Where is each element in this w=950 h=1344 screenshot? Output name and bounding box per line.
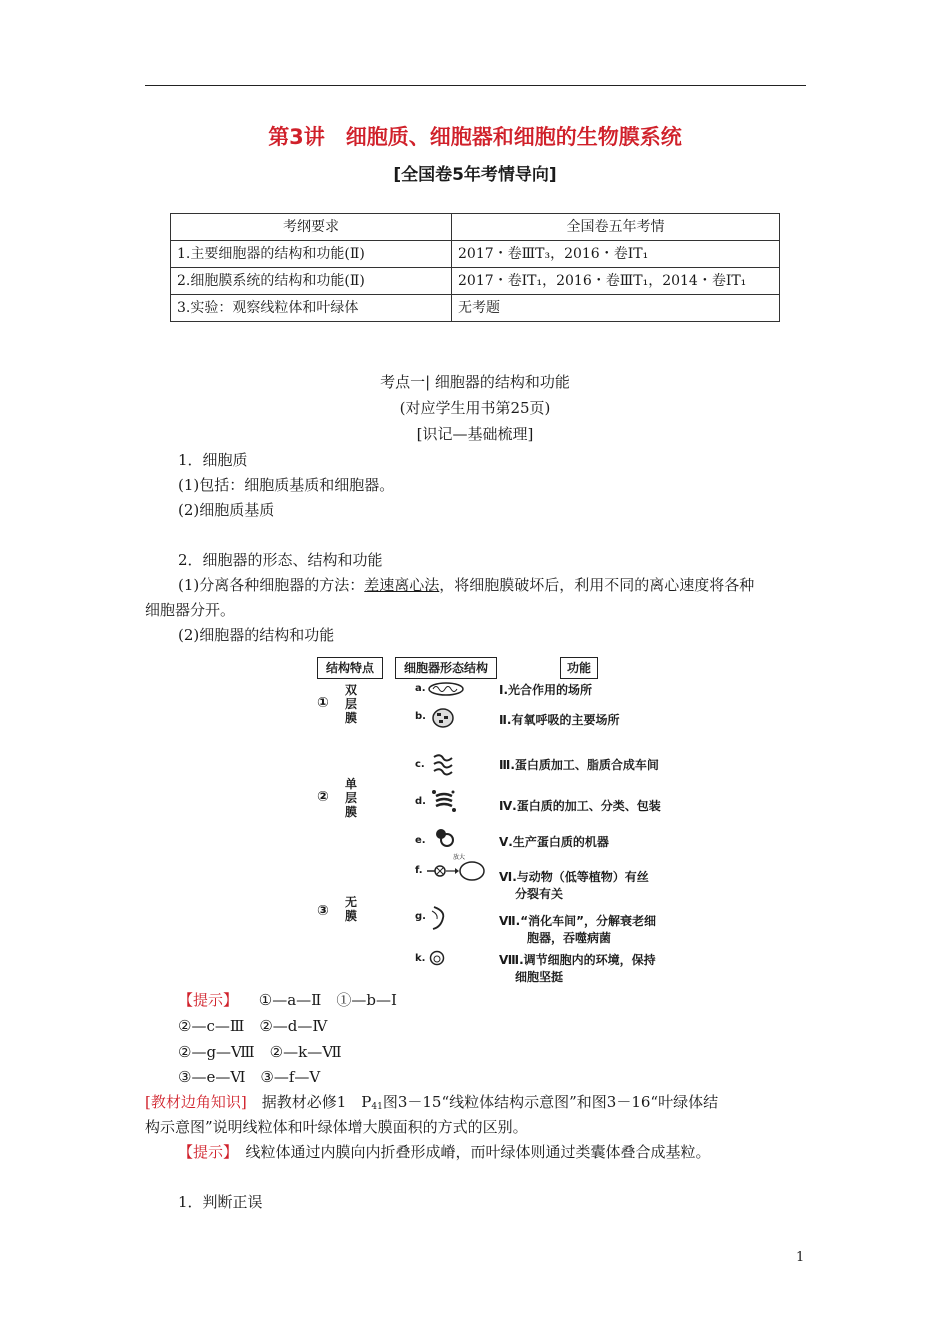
function-label: 胞器，吞噬病菌 [527,931,612,945]
function-label: Ⅵ.与动物（低等植物）有丝 [499,870,649,884]
organelle-figure [315,655,680,985]
paragraph: (2)细胞器的结构和功能 [178,626,335,644]
function-label: 细胞坚挺 [515,970,564,984]
paragraph: (1)包括：细胞质基质和细胞器。 [178,476,395,494]
table-header: 全国卷五年考情 [452,214,780,241]
table-cell: 3.实验：观察线粒体和叶绿体 [171,295,452,322]
hint-label: 【提示】 [178,991,239,1009]
page-title: 第3讲 细胞质、细胞器和细胞的生物膜系统 [268,125,682,149]
vacuole-icon [429,950,445,966]
group-label: 无膜 [345,895,358,923]
organelle-letter: c. [415,759,425,770]
chloroplast-icon [431,707,455,729]
group-label: 单层膜 [345,777,358,819]
paragraph: 细胞器分开。 [145,601,236,619]
function-label: Ⅴ.生产蛋白质的机器 [499,835,609,849]
paragraph: 1．细胞质 [178,451,248,469]
table-cell: 2.细胞膜系统的结构和功能(Ⅱ) [171,268,452,295]
table-row [171,268,780,295]
organelle-letter: e. [415,835,426,846]
underlined-term: 差速离心法 [364,576,440,594]
organelle-letter: f. [415,865,423,876]
golgi-apparatus-icon [431,788,457,814]
function-label: Ⅶ.“消化车间”，分解衰老细 [499,914,656,928]
corner-hint [178,1141,711,1162]
corner-subscript: 41 [371,1102,383,1112]
header-rule [145,85,806,86]
mitochondria-icon [427,681,465,697]
hint-label: 【提示】 [178,1143,231,1161]
hint-line [178,989,397,1010]
lysosome-icon [429,905,449,931]
text-span: (1)分离各种细胞器的方法： [178,576,365,594]
table-header: 考纲要求 [171,214,452,241]
function-label: Ⅲ.蛋白质加工、脂质合成车间 [499,758,659,772]
organelle-letter: b. [415,711,426,722]
hint-text: ①—a—Ⅱ ①—b—Ⅰ [258,991,397,1009]
corner-text: 据教材必修1 P [246,1093,372,1111]
exam-table [170,213,780,322]
corner-knowledge [145,1091,718,1112]
centrosome-icon [427,859,487,883]
paragraph [178,574,754,595]
text-span: ，将细胞膜破坏后，利用不同的离心速度将各种 [439,576,755,594]
figure-header: 细胞器形态结构 [395,657,497,679]
table-row [171,241,780,268]
group-label: 双层膜 [345,683,358,725]
section-ref: (对应学生用书第25页) [399,399,551,417]
function-label: Ⅷ.调节细胞内的环境，保持 [499,953,656,967]
enlarge-label: 放大 [453,854,466,861]
function-label: 分裂有关 [515,887,564,901]
section-tag: [识记—基础梳理] [416,425,534,443]
paragraph: (2)细胞质基质 [178,501,275,519]
hint-line: ③—e—Ⅵ ③—f—Ⅴ [178,1068,321,1086]
figure-header: 功能 [560,657,598,679]
group-number: ① [317,695,329,711]
figure-header: 结构特点 [317,657,383,679]
table-cell: 2017・卷ⅢT₃，2016・卷ⅠT₁ [452,241,780,268]
hint-line: ②—c—Ⅲ ②—d—Ⅳ [178,1017,328,1035]
organelle-letter: g. [415,911,426,922]
corner-text: 图3－15“线粒体结构示意图”和图3－16“叶绿体结 [382,1093,719,1111]
table-header-row [171,214,780,241]
paragraph: 1．判断正误 [178,1193,263,1211]
corner-label: [教材边角知识] [145,1093,247,1111]
table-cell: 2017・卷ⅠT₁，2016・卷ⅢT₁，2014・卷ⅠT₁ [452,268,780,295]
organelle-letter: d. [415,796,426,807]
section-heading: 考点一| 细胞器的结构和功能 [380,373,570,391]
paragraph: 2．细胞器的形态、结构和功能 [178,551,383,569]
endoplasmic-reticulum-icon [431,752,455,776]
function-label: Ⅳ.蛋白质的加工、分类、包装 [499,799,661,813]
group-number: ③ [317,903,329,919]
function-label: Ⅰ.光合作用的场所 [499,683,593,697]
table-cell: 无考题 [452,295,780,322]
group-number: ② [317,789,329,805]
table-row [171,295,780,322]
page-number: 1 [796,1250,805,1265]
organelle-letter: k. [415,953,426,964]
table-cell: 1.主要细胞器的结构和功能(Ⅱ) [171,241,452,268]
hint-text: 线粒体通过内膜向内折叠形成嵴，而叶绿体则通过类囊体叠合成基粒。 [230,1143,711,1161]
ribosome-icon [433,827,455,847]
function-label: Ⅱ.有氧呼吸的主要场所 [499,713,620,727]
hint-line: ②—g—Ⅷ ②—k—Ⅶ [178,1043,342,1061]
corner-text: 构示意图”说明线粒体和叶绿体增大膜面积的方式的区别。 [145,1118,528,1136]
page-subtitle: [全国卷5年考情导向] [393,165,557,185]
organelle-letter: a. [415,683,426,694]
